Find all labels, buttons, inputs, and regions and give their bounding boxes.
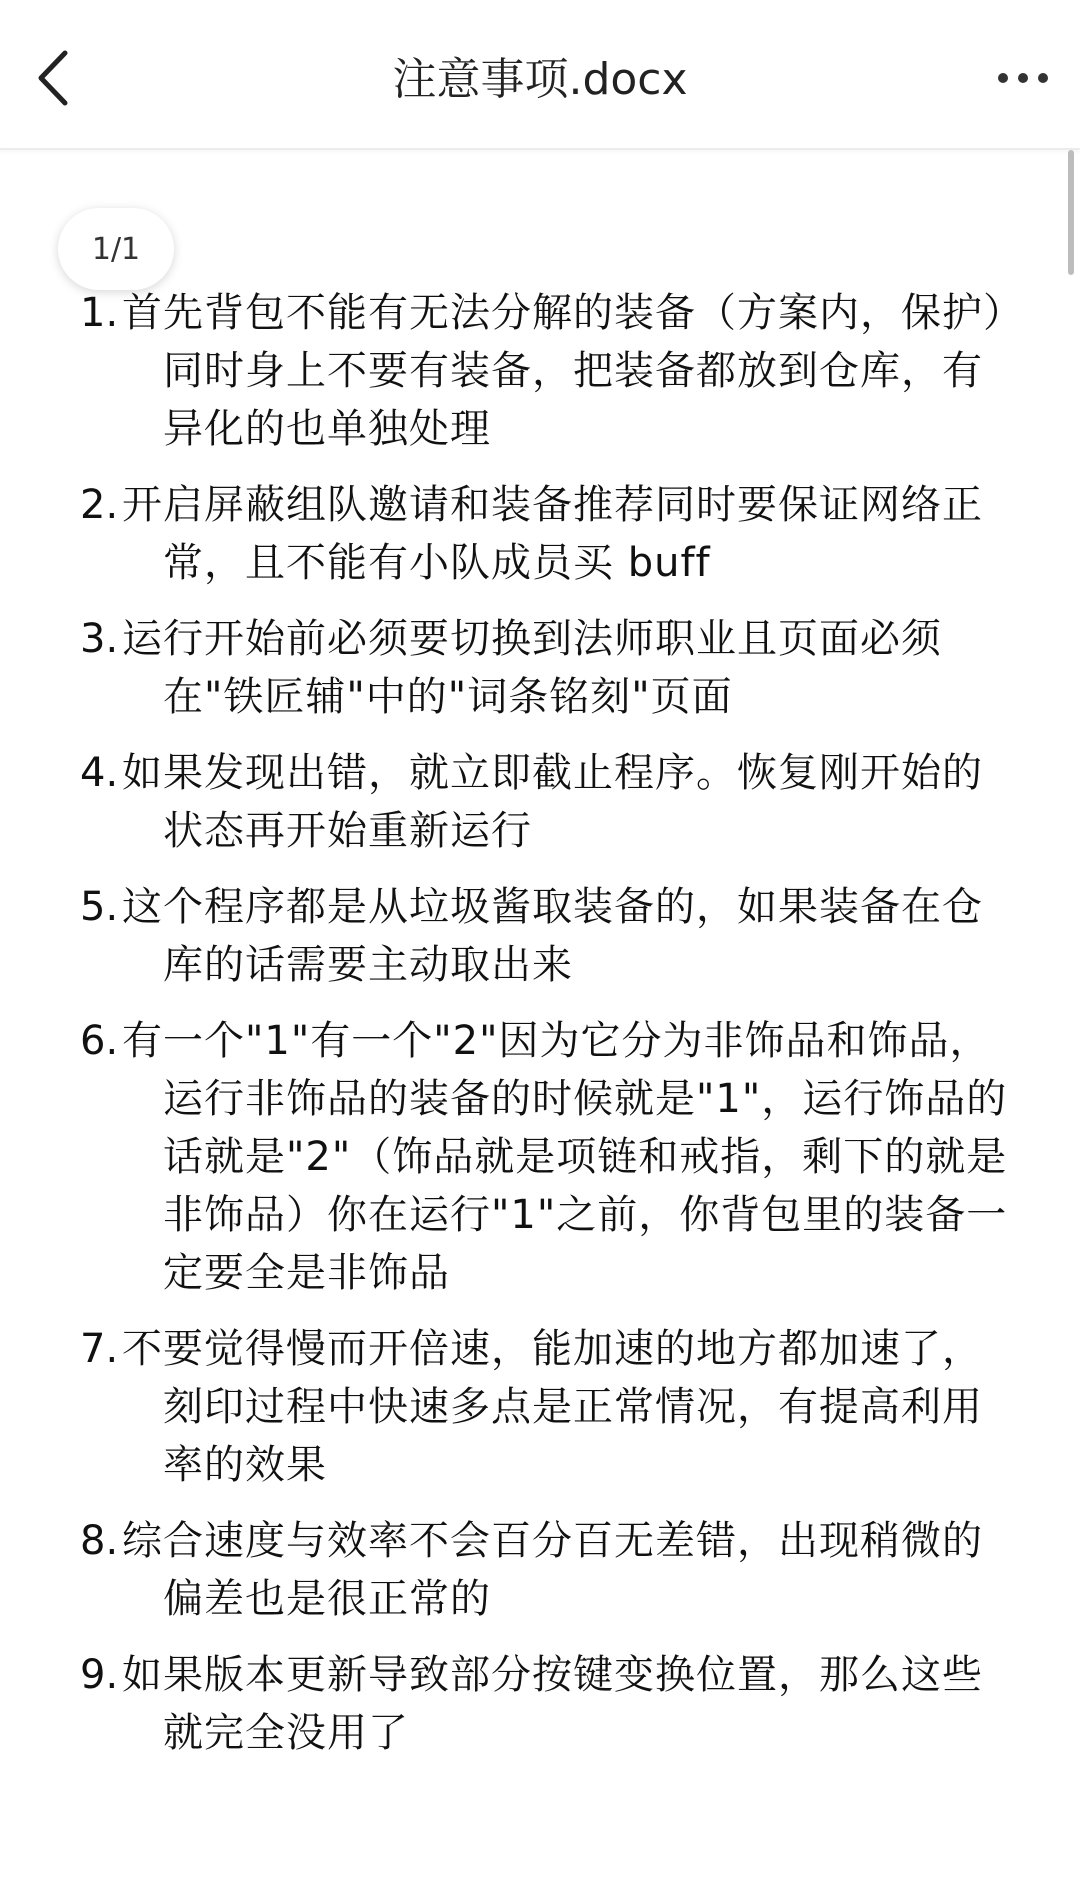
- list-item: [80, 476, 1010, 592]
- item-text: 首先背包不能有无法分解的装备（方案内，保护）同时身上不要有装备，把装备都放到仓库，有异化的也单独处理: [122, 290, 1004, 452]
- item-text: 综合速度与效率不会百分百无差错，出现稍微的偏差也是很正常的: [122, 1518, 983, 1622]
- page-indicator: 1/1: [58, 208, 174, 290]
- item-number: 1.: [80, 290, 119, 336]
- document-content: [80, 284, 1010, 1780]
- item-number: 4.: [80, 750, 119, 796]
- more-options-button[interactable]: [988, 48, 1058, 108]
- item-number: 8.: [80, 1518, 119, 1564]
- item-text: 开启屏蔽组队邀请和装备推荐同时要保证网络正常，且不能有小队成员买 buff: [122, 482, 983, 586]
- more-horizontal-icon: [997, 72, 1049, 84]
- item-text: 不要觉得慢而开倍速，能加速的地方都加速了，刻印过程中快速多点是正常情况，有提高利用率的效果: [122, 1326, 983, 1488]
- list-item: [80, 284, 1010, 458]
- item-text: 运行开始前必须要切换到法师职业且页面必须在"铁匠辅"中的"词条铭刻"页面: [122, 616, 942, 720]
- list-item: [80, 1012, 1010, 1302]
- item-number: 5.: [80, 884, 119, 930]
- item-number: 9.: [80, 1652, 119, 1698]
- list-item: [80, 610, 1010, 726]
- item-number: 2.: [80, 482, 119, 528]
- list-item: [80, 744, 1010, 860]
- list-item: [80, 1320, 1010, 1494]
- item-text: 如果发现出错，就立即截止程序。恢复刚开始的状态再开始重新运行: [122, 750, 983, 854]
- list-item: [80, 1512, 1010, 1628]
- document-title: 注意事项.docx: [392, 54, 688, 105]
- item-number: 3.: [80, 616, 119, 662]
- item-number: 6.: [80, 1018, 119, 1064]
- item-text: 这个程序都是从垃圾酱取装备的，如果装备在仓库的话需要主动取出来: [122, 884, 983, 988]
- top-bar: [0, 0, 1080, 150]
- item-text: 如果版本更新导致部分按键变换位置，那么这些就完全没用了: [122, 1652, 983, 1756]
- back-button[interactable]: [22, 40, 82, 116]
- item-text: 有一个"1"有一个"2"因为它分为非饰品和饰品，运行非饰品的装备的时候就是"1"，运行饰品的话就是"2"（饰品就是项链和戒指，剩下的就是非饰品）你在运行"1"之前，你背包里的装备一定要全是非饰品: [122, 1018, 1008, 1296]
- list-item: [80, 878, 1010, 994]
- chevron-left-icon: [35, 49, 69, 107]
- scrollbar[interactable]: [1068, 150, 1074, 275]
- list-item: [80, 1646, 1010, 1762]
- item-number: 7.: [80, 1326, 119, 1372]
